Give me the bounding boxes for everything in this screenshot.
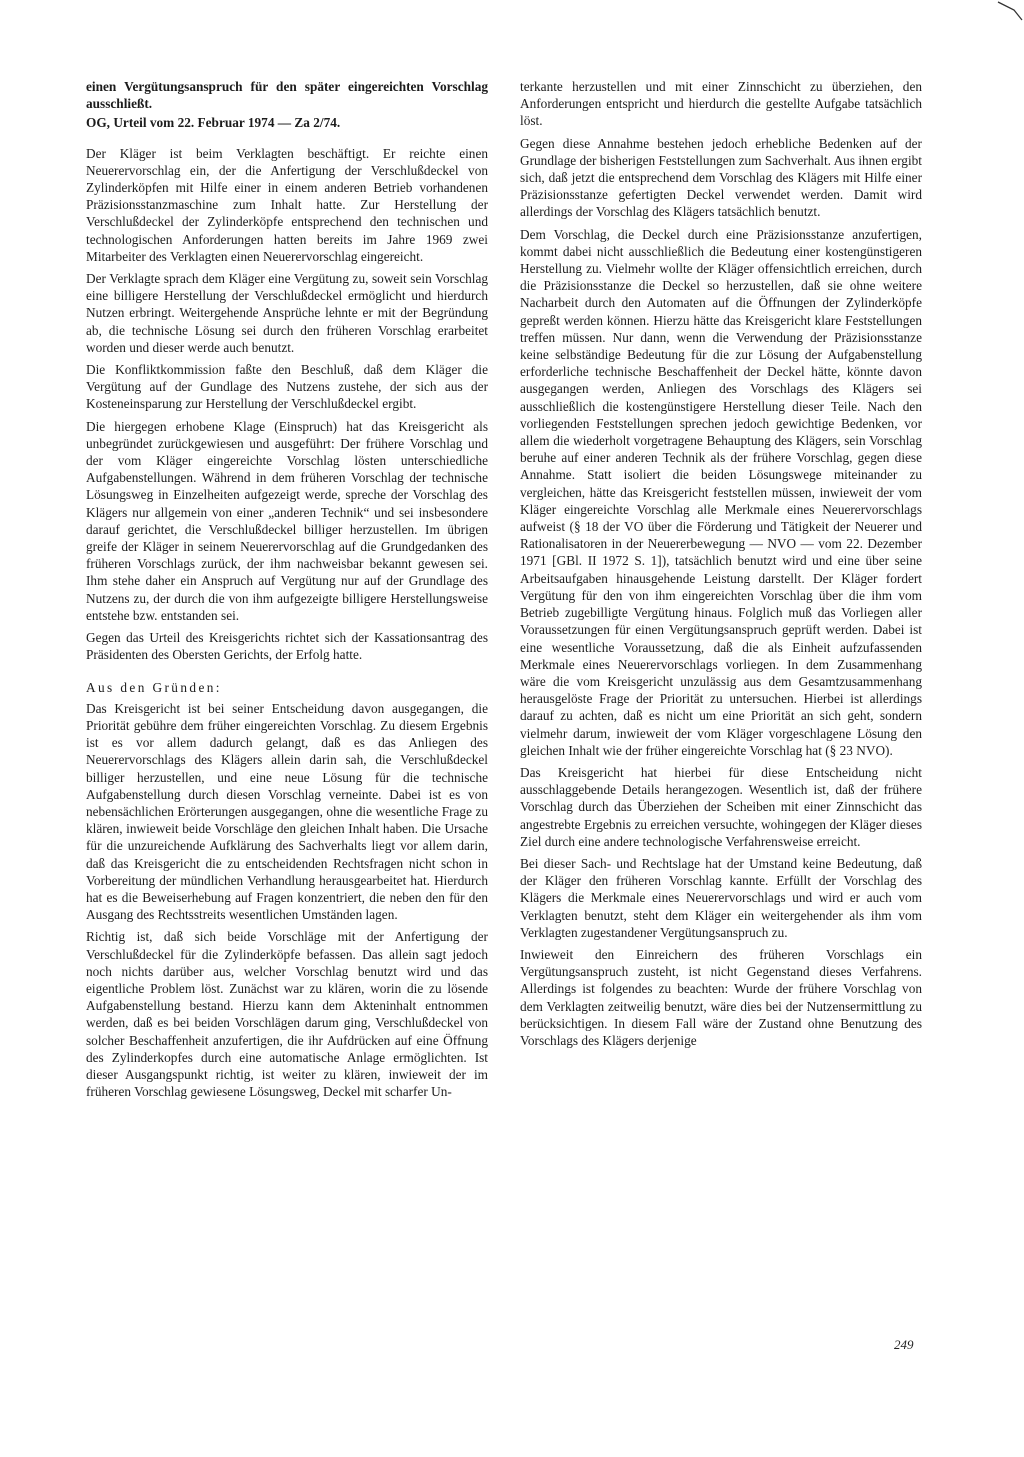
decision-headnote: einen Vergütungsanspruch für den später eingereichten Vorschlag ausschließt. xyxy=(86,79,488,112)
page-number: 249 xyxy=(894,1337,914,1352)
paragraph: Bei dieser Sach- und Rechtslage hat der Umstand keine Bedeutung, daß der Kläger den früheren Vorschlag kannte. Erfüllt der Vorschlag des Klägers die Merkmale eines Neuerervorschlags und wird er auch vom Verklagten benutzt, steht dem Kläger ein weitergehender als ihm vom Verklagten zugestandener Vergütungsanspruch zu. xyxy=(520,855,922,940)
paragraph: Richtig ist, daß sich beide Vorschläge mit der Anfertigung der Verschlußdeckel für die Zylinderköpfe befassen. Das allein sagt jedoch noch nichts darüber aus, welcher Vorschlag benutzt wird und das eigentliche Problem löst. Zunächst war zu klären, worin die zu lösende Aufgabenstellung bestand. Hierzu kann dem Akteninhalt entnommen werden, daß es bei beiden Vorschlägen darum ging, Verschlußdeckel von solcher Beschaffenheit anzufertigen, die ihr Aufdrücken auf eine Öffnung des Zylinderkopfes durch eine automatische Anlage ermöglichten. Ist dieser Ausgangspunkt richtig, ist weiter zu klären, inwieweit der im früheren Vorschlag gewiesene Lösungsweg, Deckel mit scharfer Un- xyxy=(86,929,488,1100)
paragraph: Dem Vorschlag, die Deckel durch eine Präzisionsstanze anzufertigen, kommt dabei nicht ausschließlich die Bedeutung einer kostengünstigeren Herstellung zu. Vielmehr wollte der Kläger offensichtlich erreichen, durch die Präzisionsstanze die Deckel so herzustellen, daß sie ohne weitere Nacharbeit durch den Automaten auf die Öffnungen der Zylinderköpfe gepreßt werden können. Hierzu hätte das Kreisgericht klare Feststellungen treffen müssen. Nur dann, wenn die Verwendung der Präzisionsstanze keine selbständige Bedeutung für die zur Lösung der Aufgabenstellung erforderliche technische Beschaffenheit der Deckel hätte, könnte davon ausgegangen werden, Anliegen des Vorschlags des Klägers sei ausschließlich die kostengünstigere Herstellung dieser Teile. Nach den vorliegenden Feststellungen sprechen jedoch gewichtige Bedenken, vor allem die wiederholt vorgetragene Behauptung des Klägers, sein Vorschlag beruhe auf einer anderen Technik als der frühere Vorschlag, gegen diese Annahme. Statt isoliert die beiden Lösungswege miteinander zu vergleichen, hätte das Kreisgericht feststellen müssen, inwieweit der vom Kläger eingereichte Vorschlag alle Merkmale eines Neuerervorschlags aufweist (§ 18 der VO über die Förderung und Tätigkeit der Neuerer und Rationalisatoren in der Neuererbewegung — NVO — vom 22. Dezember 1971 [GBl. II 1972 S. 1]), tatsächlich benutzt wird und eine über seine Arbeitsaufgaben hinausgehende Leistung darstellt. Der Kläger fordert Vergütung für den von ihm eingereichten Vorschlag über die ihm vom Betrieb zugebilligte Vergütung hinaus. Folglich muß das Vorliegen aller Voraussetzungen für einen Vergütungsanspruch geprüft werden. Dabei ist eine wesentliche Voraussetzung, daß die als Einheit aufzufassenden Merkmale eines Neuerervorschlags vorliegen. In dem Zusammenhang wäre die vom Kreisgericht unzulässig aus dem Gesamtzusammenhang herausgelöste Frage der Priorität zu untersuchen. Hierbei ist allerdings darauf zu achten, daß es nicht um eine Priorität an sich geht, sondern vielmehr darum, inwieweit der vom Kläger vorgeschlagene Lösung den gleichen Inhalt wie der früher eingereichte Vorschlag hat (§ 23 NVO). xyxy=(520,226,922,758)
scan-corner-artifact xyxy=(996,0,1024,22)
paragraph: Das Kreisgericht hat hierbei für diese Entscheidung nicht ausschlaggebende Details herangezogen. Wesentlich ist, daß der frühere Vorschlag durch das Überziehen der Scheiben mit einer Zinnschicht das angestrebte Ergebnis zu erreichen versuchte, wohingegen der Kläger dieses Ziel durch eine andere technologische Verfahrensweise erreicht. xyxy=(520,764,922,849)
section-heading: Aus den Gründen: xyxy=(86,679,222,695)
paragraph: Die Konfliktkommission faßte den Beschluß, daß dem Kläger die Vergütung auf der Gundlage des Nutzens zustehe, der sich aus der Kosteneinsparung zur Herstellung der Verschlußdeckel ergibt. xyxy=(86,362,488,412)
paragraph: Inwieweit den Einreichern des früheren Vorschlags ein Vergütungsanspruch zusteht, ist nicht Gegenstand dieses Verfahrens. Allerdings ist folgendes zu beachten: Wurde der frühere Vorschlag von dem Verklagten zeitweilig benutzt, wäre dies bei der Nutzensermittlung zu berücksichtigen. In diesem Fall wäre der Zustand ohne Benutzung des Vorschlags des Klägers derjenige xyxy=(520,946,922,1048)
paragraph: Der Verklagte sprach dem Kläger eine Vergütung zu, soweit sein Vorschlag eine billigere Herstellung der Verschlußdeckel ermöglicht und hierdurch Nutzen erbringt. Weitergehende Ansprüche lehnte er mit der Begründung ab, die technische Lösung sei durch den früheren Vorschlag erarbeitet worden und dieser werde auch benutzt. xyxy=(86,271,488,355)
paragraph: terkante herzustellen und mit einer Zinnschicht zu überziehen, den Anforderungen entspricht und hierdurch die gestellte Aufgabe tatsächlich löst. xyxy=(520,79,922,129)
paragraph: Die hiergegen erhobene Klage (Einspruch) hat das Kreisgericht als unbegründet zurückgewiesen und ausgeführt: Der frühere Vorschlag und der vom Kläger eingereichte Vorschlag lösten unterschiedliche Aufgabenstellungen. Während in dem früheren Vorschlag der technische Lösungsweg in Einzelheiten aufgezeigt werde, spreche der Vorschlag des Klägers nur allgemein von einer „anderen Technik“ und sei insbesondere darauf gerichtet, die Verschlußdeckel billiger herzustellen. Im übrigen greife der Kläger in seinem Neuerervorschlag auf die Grundgedanken des früheren Vorschlags zurück, der ihm nachweisbar bekannt gewesen sei. Ihm stehe daher ein Anspruch auf Vergütung nur auf der Grundlage des Nutzens zu, der durch die von ihm aufgezeigte billigere Herstellungsweise entstehe bzw. entstanden sei. xyxy=(86,418,488,623)
paragraph: Der Kläger ist beim Verklagten beschäftigt. Er reichte einen Neuerervorschlag ein, der die Anfertigung der Verschlußdeckel von Zylinderköpfen mit Hilfe einer in einem anderen Betrieb vorhandenen Präzisionsstanzmaschine zum Inhalt hatte. Zur Herstellung der Verschlußdeckel der Zylinderköpfe entsprechend den technischen und technologischen Anforderungen hatten bereits im Jahre 1969 zwei Mitarbeiter des Verklagten einen Neuerervorschlag eingereicht. xyxy=(86,145,488,264)
court-citation: OG, Urteil vom 22. Februar 1974 — Za 2/74. xyxy=(86,115,341,131)
paragraph: Gegen diese Annahme bestehen jedoch erhebliche Bedenken auf der Grundlage der bisherigen Feststellungen zum Sachverhalt. Aus ihnen ergibt sich, daß jetzt die entsprechend dem Vorschlag des Klägers mit Hilfe einer Präzisionsstanze gefertigten Deckel verwendet werden. Damit wird allerdings der Vorschlag des Klägers tatsächlich benutzt. xyxy=(520,135,922,220)
paragraph: Das Kreisgericht ist bei seiner Entscheidung davon ausgegangen, die Priorität gebühre dem früher eingereichten Vorschlag. Zu diesem Ergebnis ist es vor allem dadurch gelangt, daß es das Anliegen des Neuerervorschlags des Klägers allein darin sah, die Verschlußdeckel billiger herzustellen, und eine neue Lösung für die technische Aufgabenstellung durch diesen Vorschlag verneinte. Dabei ist es von nebensächlichen Erörterungen ausgegangen, ohne die wesentliche Frage zu klären, inwieweit beide Vorschläge den gleichen Inhalt haben. Die Ursache für die unzureichende Aufklärung des Sachverhalts liegt vor allem darin, daß das Kreisgericht die zu entscheidenden Rechtsfragen nicht schon in Vorbereitung der mündlichen Verhandlung herausgearbeitet hat. Hierdurch hat es die Beweiserhebung auf Fragen konzentriert, die neben den für den Ausgang des Rechtsstreits wesentlichen Umständen lagen. xyxy=(86,700,488,923)
paragraph: Gegen das Urteil des Kreisgerichts richtet sich der Kassationsantrag des Präsidenten des Obersten Gerichts, der Erfolg hatte. xyxy=(86,630,488,663)
left-column xyxy=(86,78,488,1105)
right-column xyxy=(520,78,922,1054)
